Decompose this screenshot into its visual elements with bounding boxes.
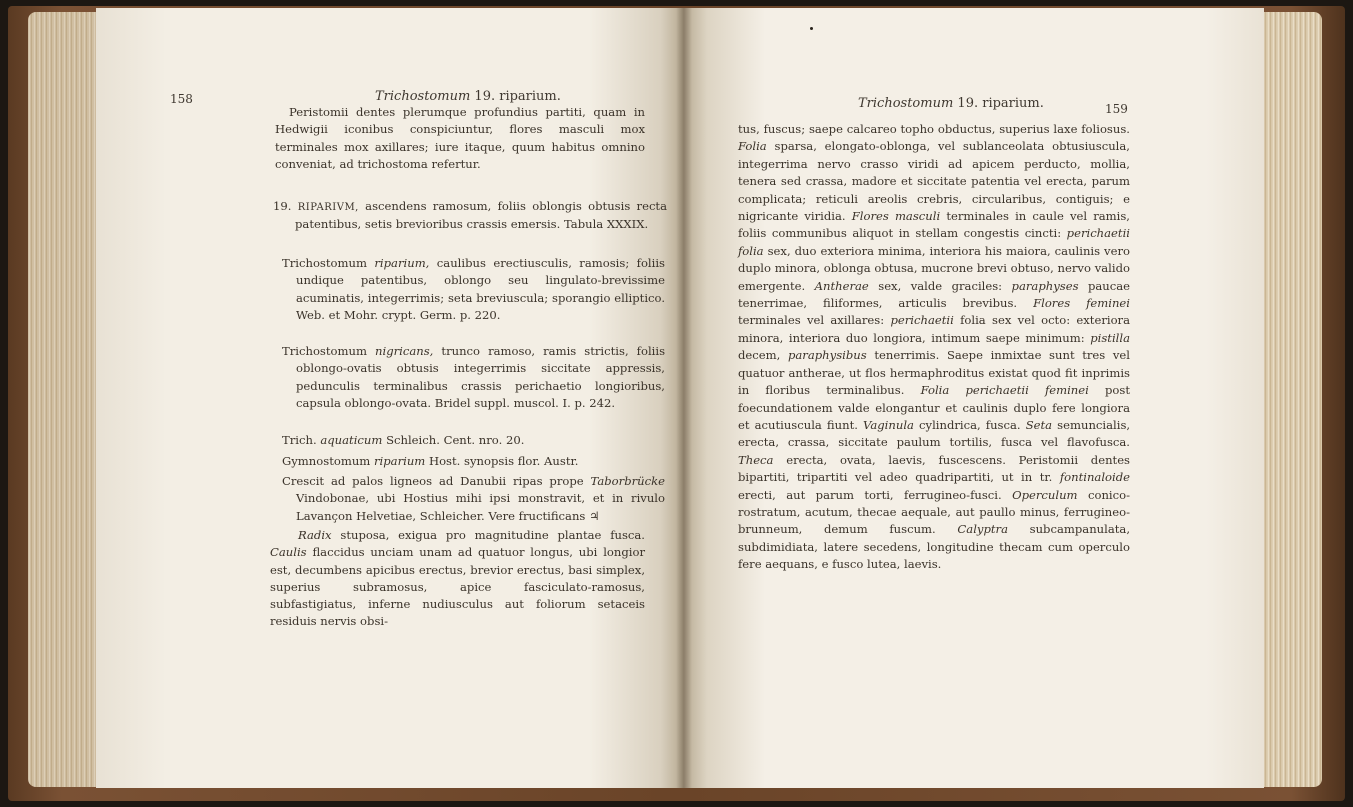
running-head-species: 19. riparium.	[474, 89, 561, 104]
folia-label: Folia	[738, 139, 767, 154]
synonym-epithet: nigricans,	[375, 344, 434, 358]
species-name: RIPARIVM,	[297, 202, 359, 213]
body-text: sex, valde graciles:	[878, 278, 1003, 293]
habitat-text: Vindobonae, ubi Hostius mihi ipsi monstravit, et in rivulo Lavançon Helvetiae, Schleicher. Vere fructificans ♃	[296, 491, 665, 523]
synonym-genus: Trich.	[282, 433, 317, 447]
body-text: tus, fuscus; saepe calcareo topho obductus, superius laxe foliosus.	[738, 122, 1130, 136]
right-running-head	[858, 96, 1044, 111]
calyptra-label: Calyptra	[957, 522, 1008, 537]
synonym-genus: Gymnostomum	[282, 454, 371, 468]
synonym-text: caulibus erectiusculis, ramosis; foliis undique patentibus, oblongo seu lingulato-brevissime acuminatis, integerrimis; seta breviuscula; sporangio elliptico. Web. et Mohr. crypt. Germ. p. 220.	[296, 256, 666, 322]
radix-text: stuposa, exigua pro magnitudine plantae fusca.	[340, 528, 645, 542]
antherae-label: Antherae	[814, 278, 869, 293]
body-text: conico-rostratum, acutum, thecae aequale, aut paullo minus, ferrugineo-brunneum, demum fuscum.	[738, 487, 1131, 537]
body-text: sparsa, elongato-oblonga, vel sublanceolata obtusiuscula, integerrima nervo crasso viridi ad apicem perducto, mollia, tenera sed crassa, madore et siccitate patentia vel erecta, parum complicata; reticuli areolis crebris, circularibus, contiguis; e nigricante viridia.	[738, 139, 1130, 224]
running-head-species: 19. riparium.	[957, 96, 1044, 111]
synonym-bridel	[276, 343, 665, 412]
body-text: erecta, ovata, laevis, fuscescens. Peristomii dentes bipartiti, tripartiti vel adeo quadripartiti, ut in tr.	[738, 452, 1131, 485]
running-head-title: Trichostomum	[375, 89, 471, 104]
body-text: folia sex vel octo: exteriora minora, interiora duo longiora, intimum saepe minimum:	[738, 313, 1131, 345]
operculum-label: Operculum	[1012, 487, 1078, 502]
habitat-text: Crescit ad palos ligneos ad Danubii ripas prope	[282, 474, 584, 488]
perichaetii-folia-label: perichaetii folia	[738, 226, 1130, 258]
seta-label: Seta	[1025, 417, 1053, 432]
body-text: semuncialis, erecta, crassa, siccitate paulum tortilis, fusca vel flavofusca.	[738, 417, 1131, 450]
paraphysibus-label: paraphysibus	[787, 348, 867, 363]
intro-paragraph: Peristomii dentes plerumque profundius partiti, quam in Hedwigii iconibus conspiciuntur, flores masculi mox terminales mox axillares; iure itaque, quum habitus omnino conveniat, ad trichostoma refertur.	[275, 105, 645, 171]
left-page-edges	[28, 12, 98, 787]
caulis-label: Caulis	[270, 545, 307, 560]
caulis-text: flaccidus unciam unam ad quatuor longus, ubi longior est, decumbens apicibus erectus, brevior erectus, basi simplex, superius subramosus, apice fasciculato-ramosus, subfastigiatus, inferne nudiusculus aut foliorum setaceis residuis nervis obsi-	[270, 545, 646, 629]
flores-feminei-label: Flores feminei	[1033, 296, 1130, 311]
synonym-genus: Trichostomum	[282, 344, 367, 358]
synonym-schleicher	[276, 432, 651, 449]
body-text: sex, duo exteriora minima, interiora his maiora, caulinis vero duplo minora, oblonga obtusa, mucrone brevi obtuso, nervo valido emergente.	[738, 243, 1130, 293]
flores-masculi-label: Flores masculi	[851, 209, 941, 224]
fontinaloide-label: fontinaloide	[1059, 470, 1131, 485]
book-gutter	[676, 8, 692, 788]
body-text: terminales vel axillares:	[738, 313, 885, 328]
body-text: subcampanulata, subdimidiata, latere secedens, longitudine thecam cum operculo fere aequans, e fusco lutea, laevis.	[738, 522, 1131, 572]
right-page-text	[738, 121, 1130, 574]
radix-label: Radix	[298, 528, 332, 542]
body-text: cylindrica, fusca.	[919, 417, 1021, 432]
synonym-epithet: aquaticum	[320, 433, 383, 447]
habitat-paragraph	[276, 473, 665, 525]
synonym-epithet: riparium	[373, 454, 426, 468]
body-text: terminales in caule vel ramis, foliis communibus aliquot in stellam congestis cincti:	[738, 209, 1130, 241]
synonym-genus: Trichostomum	[282, 256, 367, 270]
synonym-text: Schleich. Cent. nro. 20.	[386, 433, 525, 447]
left-page-number: 158	[170, 92, 193, 106]
body-text: tenerrimis. Saepe inmixtae sunt tres vel quatuor antherae, ut flos hermaphroditus existat quod fit inprimis in floribus terminalibus.	[738, 348, 1130, 398]
synonym-host	[276, 453, 651, 470]
paraphyses-label: paraphyses	[1011, 278, 1079, 293]
running-head-title: Trichostomum	[858, 96, 954, 111]
synonym-weber-mohr	[276, 255, 665, 324]
body-text: post foecundationem valde elongantur et caulinis duplo fere longiora et acutiuscula fiunt.	[738, 383, 1131, 432]
left-running-head	[375, 89, 561, 104]
habitat-place: Taborbrücke	[590, 474, 666, 488]
species-description: ascendens ramosum, foliis oblongis obtusis recta patentibus, setis brevioribus crassis emersis. Tabula XXXIX.	[295, 199, 668, 232]
species-diagnosis	[273, 198, 667, 234]
speck	[810, 27, 813, 30]
right-page-number: 159	[1105, 102, 1128, 116]
synonym-text: Host. synopsis flor. Austr.	[428, 454, 579, 468]
synonym-text: trunco ramoso, ramis strictis, foliis oblongo-ovatis obtusis integerrimis siccitate appressis, pedunculis terminalibus crassis perichaetio longioribus, capsula oblongo-ovata. Bridel suppl. muscol. I. p. 242.	[296, 344, 666, 410]
body-text: decem,	[738, 348, 781, 363]
body-text: paucae tenerrimae, filiformes, articulis brevibus.	[738, 278, 1131, 311]
perichaetii-label: perichaetii	[890, 313, 954, 328]
vaginula-label: Vaginula	[863, 417, 914, 432]
pistilla-label: pistilla	[1090, 330, 1130, 345]
right-page-edges	[1262, 12, 1322, 787]
folia-perichaetii-label: Folia perichaetii feminei	[920, 383, 1089, 398]
body-text: erecti, aut parum torti, ferrugineo-fusci.	[738, 487, 1002, 502]
species-number: 19.	[273, 199, 292, 213]
description-paragraph	[270, 527, 645, 631]
theca-label: Theca	[738, 452, 774, 467]
synonym-epithet: riparium,	[374, 256, 430, 270]
